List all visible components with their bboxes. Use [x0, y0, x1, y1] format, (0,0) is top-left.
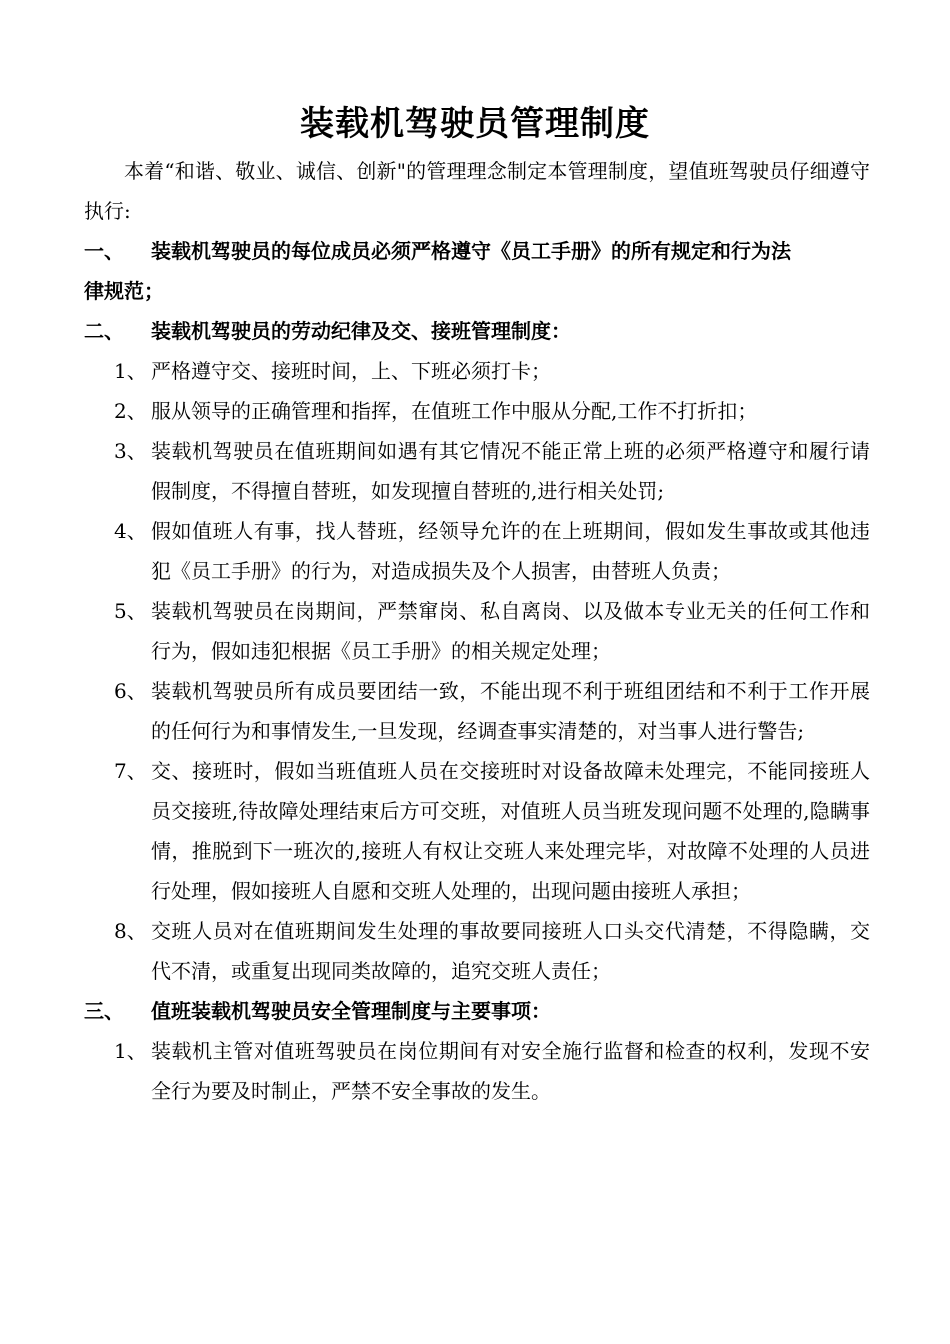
item-number: 6、 [114, 679, 147, 703]
section-3-heading [84, 991, 870, 1031]
list-item [84, 751, 870, 911]
section-number: 一、 [84, 239, 124, 263]
list-item [84, 431, 870, 511]
list-item [84, 351, 870, 391]
section-number: 三、 [84, 999, 124, 1023]
item-number: 5、 [114, 599, 147, 623]
document-body [84, 151, 870, 1111]
item-text: 装载机驾驶员在值班期间如遇有其它情况不能正常上班的必须严格遵守和履行请假制度，不得擅自替班，如发现擅自替班的,进行相关处罚; [151, 439, 870, 503]
item-number: 2、 [114, 399, 147, 423]
list-item [84, 1031, 870, 1111]
item-number: 1、 [114, 359, 147, 383]
document-title: 装载机驾驶员管理制度 [300, 104, 650, 144]
section-heading-text: 值班装载机驾驶员安全管理制度与主要事项： [151, 999, 551, 1023]
item-number: 3、 [114, 439, 147, 463]
list-item [84, 511, 870, 591]
list-item [84, 911, 870, 991]
item-text: 严格遵守交、接班时间，上、下班必须打卡； [151, 359, 551, 383]
list-item [84, 591, 870, 671]
item-text: 装载机驾驶员所有成员要团结一致，不能出现不利于班组团结和不利于工作开展的任何行为和事情发生,一旦发现，经调查事实清楚的，对当事人进行警告; [151, 679, 870, 743]
item-number: 1、 [114, 1039, 147, 1063]
item-number: 7、 [114, 759, 147, 783]
item-text: 假如值班人有事，找人替班，经领导允许的在上班期间，假如发生事故或其他违犯《员工手册》的行为，对造成损失及个人损害，由替班人负责； [151, 519, 870, 583]
item-text: 服从领导的正确管理和指挥，在值班工作中服从分配,工作不打折扣； [151, 399, 758, 423]
section-1-heading-continued [84, 271, 870, 311]
section-heading-text: 装载机驾驶员的每位成员必须严格遵守《员工手册》的所有规定和行为法 [151, 239, 791, 263]
item-number: 4、 [114, 519, 147, 543]
section-number: 二、 [84, 319, 124, 343]
item-text: 交班人员对在值班期间发生处理的事故要同接班人口头交代清楚，不得隐瞒，交代不清，或重复出现同类故障的，追究交班人责任； [151, 919, 870, 983]
section-heading-text: 律规范； [84, 279, 164, 303]
section-2-heading [84, 311, 870, 351]
section-1-heading [84, 231, 870, 271]
list-item [84, 671, 870, 751]
item-text: 交、接班时，假如当班值班人员在交接班时对设备故障未处理完，不能同接班人员交接班,待故障处理结束后方可交班，对值班人员当班发现问题不处理的,隐瞒事情，推脱到下一班次的,接班人有权让交班人来处理完毕，对故障不处理的人员进行处理，假如接班人自愿和交班人处理的，出现问题由接班人承担； [151, 759, 870, 903]
intro-paragraph: 本着“和谐、敬业、诚信、创新"的管理理念制定本管理制度，望值班驾驶员仔细遵守执行: [84, 159, 870, 223]
list-item [84, 391, 870, 431]
item-text: 装载机驾驶员在岗期间，严禁窜岗、私自离岗、以及做本专业无关的任何工作和行为，假如违犯根据《员工手册》的相关规定处理； [151, 599, 870, 663]
item-number: 8、 [114, 919, 147, 943]
item-text: 装载机主管对值班驾驶员在岗位期间有对安全施行监督和检查的权利，发现不安全行为要及时制止，严禁不安全事故的发生。 [151, 1039, 870, 1103]
section-heading-text: 装载机驾驶员的劳动纪律及交、接班管理制度： [151, 319, 571, 343]
